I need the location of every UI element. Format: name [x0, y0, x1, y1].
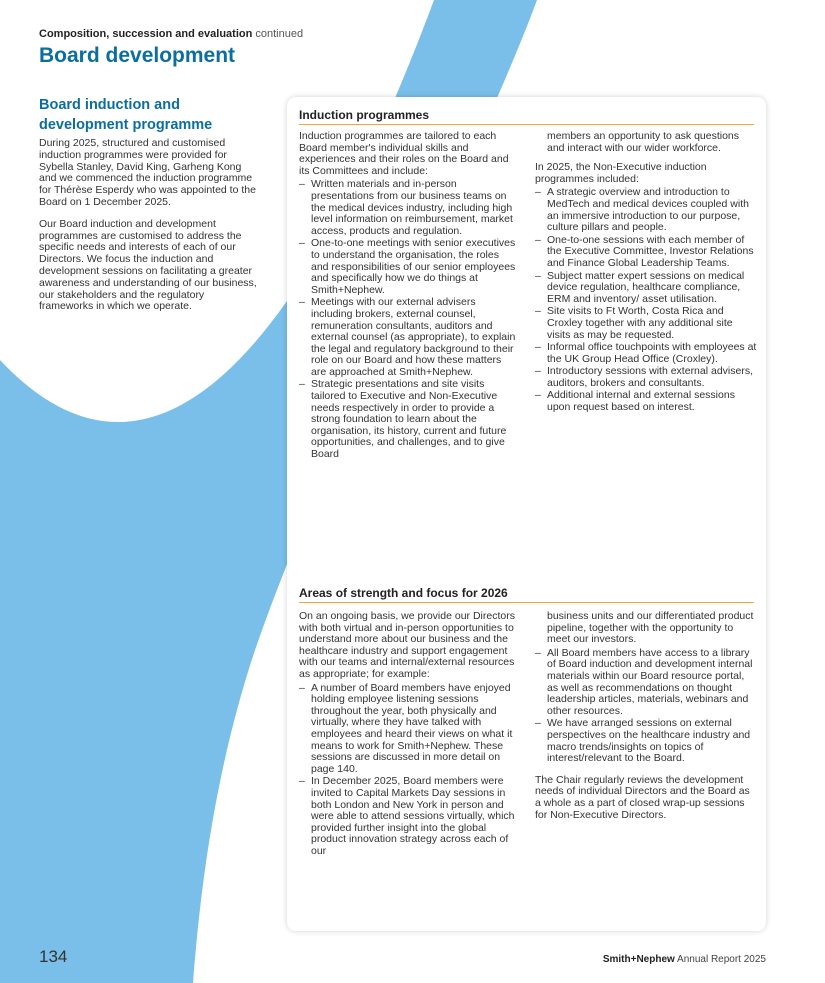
brand-name: Smith+Nephew — [602, 954, 675, 965]
eyebrow-continued: continued — [255, 28, 304, 40]
areas-list-continued — [535, 648, 757, 765]
induction-intro: Induction programmes are tailored to each Board member's individual skills and experiences and their roles on the Board and its Committees and include: — [299, 130, 509, 177]
report-name: Annual Report 2025 — [677, 954, 766, 965]
list-item: – We have arranged sessions on external perspectives on the healthcare industry and macro trends/insights on topics of interest/relevant to the Board. — [535, 718, 757, 764]
page-title: Board development — [39, 44, 236, 67]
areas-heading: Areas of strength and focus for 2026 — [299, 586, 754, 603]
list-item: – All Board members have access to a library of Board induction and development internal materials within our Board resource portal, as well as recommendations on thought leadership articles, materials, webinars and other resources. — [535, 648, 757, 718]
areas-continuation: business units and our differentiated product pipeline, together with the opportunity to meet our investors. — [547, 610, 754, 646]
list-item: – Meetings with our external advisers including brokers, external counsel, remuneration consultants, auditors and external counsel (as appropriate), to explain the legal and regulatory background to their role on our Board and how these matters are approached at Smith+Nephew. — [299, 297, 519, 378]
intro-heading: Board induction and development programme — [39, 97, 213, 133]
list-item: – Subject matter expert sessions on medical device regulation, healthcare compliance, ERM and inventory/ asset utilisation. — [535, 271, 757, 306]
list-item: – A number of Board members have enjoyed holding employee listening sessions throughout the year, both physically and virtually, where they have talked with employees and heard their views on what it means to work for Smith+Nephew. These sessions are discussed in more detail on page 140. — [299, 683, 519, 776]
areas-column-right — [535, 611, 757, 829]
areas-closing: The Chair regularly reviews the development needs of individual Directors and the Board as a whole as a part of closed wrap-up sessions for Non-Executive Directors. — [535, 773, 750, 821]
induction-column-right — [535, 131, 757, 415]
areas-column-left — [299, 611, 519, 858]
programmes-card — [287, 97, 766, 931]
list-item: – In December 2025, Board members were invited to Capital Markets Day sessions in both London and New York in person and were able to attend sessions virtually, which provided further insight into the global product innovation strategy across each of our — [299, 776, 519, 857]
areas-list — [299, 683, 519, 858]
list-item: – Written materials and in-person presentations from our business teams on the medical devices industry, including high level information on reimbursement, market access, products and regulation. — [299, 179, 519, 237]
non-executive-list — [535, 187, 757, 413]
eyebrow-section: Composition, succession and evaluation — [39, 28, 253, 40]
list-item: – Informal office touchpoints with employees at the UK Group Head Office (Croxley). — [535, 342, 757, 365]
areas-intro: On an ongoing basis, we provide our Directors with both virtual and in-person opportunities to understand more about our business and the healthcare industry and support engagement with our teams and internal/external resources as appropriate; for example: — [299, 610, 515, 680]
induction-continuation: members an opportunity to ask questions and interact with our wider workforce. — [547, 130, 740, 154]
report-footer — [603, 954, 766, 965]
list-item: – Strategic presentations and site visits tailored to Executive and Non-Executive needs respectively in order to provide a strong foundation to learn about the organisation, its history, current and future opportunities, and challenges, and to give Board — [299, 379, 519, 460]
intro-paragraph-1: During 2025, structured and customised induction programmes were provided for Sybella Stanley, David King, Garheng Kong and we commenced the induction programme for Thérèse Esperdy who was appointed to the Board on 1 December 2025. — [39, 137, 256, 208]
list-item: – A strategic overview and introduction to MedTech and medical devices coupled with an immersive introduction to our purpose, culture pillars and people. — [535, 187, 757, 233]
list-item: – Introductory sessions with external advisers, auditors, brokers and consultants. — [535, 366, 757, 389]
induction-column-left — [299, 131, 519, 462]
section-eyebrow — [39, 28, 303, 40]
intro-column — [39, 95, 259, 323]
intro-paragraph-2: Our Board induction and development programmes are customised to address the specific needs and interests of each of our Directors. We focus the induction and development sessions on facilitating a greater awareness and understanding of our business, our stakeholders and the regulatory frameworks in which we operate. — [39, 217, 257, 313]
induction-list — [299, 179, 519, 460]
list-item: – One-to-one meetings with senior executives to understand the organisation, the roles and responsibilities of our senior employees and specifically how we do things at Smith+Nephew. — [299, 238, 519, 296]
non-executive-intro: In 2025, the Non-Executive induction programmes included: — [535, 161, 707, 185]
induction-heading: Induction programmes — [299, 108, 754, 125]
list-item: – Site visits to Ft Worth, Costa Rica and Croxley together with any additional site visits as may be requested. — [535, 306, 757, 341]
page-number: 134 — [39, 947, 68, 966]
list-item: – One-to-one sessions with each member of the Executive Committee, Investor Relations and Finance Global Leadership Teams. — [535, 235, 757, 270]
list-item: – Additional internal and external sessions upon request based on interest. — [535, 390, 757, 413]
